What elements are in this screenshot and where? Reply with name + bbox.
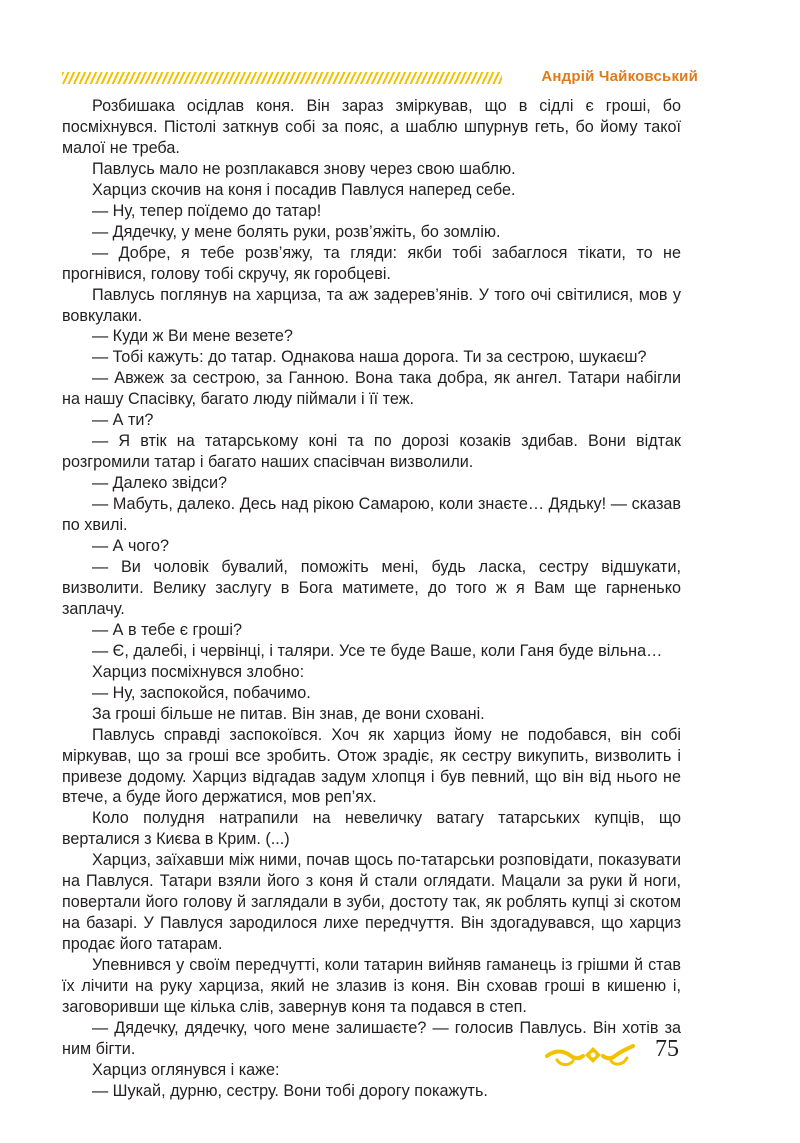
paragraph: Харциз скочив на коня і посадив Павлуся наперед себе.: [92, 180, 516, 199]
paragraph: — Є, далебі, і червінці, і таляри. Усе те буде Ваше, коли Ганя буде вільна…: [92, 641, 663, 660]
author-name: Андрій Чайковський: [541, 68, 698, 85]
story-text: [62, 96, 681, 1102]
paragraph: — А ти?: [92, 411, 154, 430]
paragraph: Павлусь справді заспокоївся. Хоч як харциз йому не подобався, він собі міркував, що за гроші все зробить. Отож зрадіє, як сестру викупить, визволить і привезе додому. Харциз відгадав задум хлопця і був певний, що він від нього не втече, а буде його держатися, мов реп’ях.: [62, 725, 681, 807]
page-number: 75: [655, 1036, 679, 1062]
paragraph: — Дядечку, дядечку, чого мене залишаєте? — голосив Павлусь. Він хотів за ним бігти.: [62, 1018, 681, 1058]
paragraph: — Тобі кажуть: до татар. Однакова наша дорога. Ти за сестрою, шукаєш?: [92, 348, 647, 367]
paragraph: — Дядечку, у мене болять руки, розв’яжіть, бо зомлію.: [92, 222, 501, 241]
paragraph: — Шукай, дурню, сестру. Вони тобі дорогу покажуть.: [92, 1081, 488, 1100]
paragraph: Упевнився у своїм передчутті, коли татарин вийняв гаманець із грішми й став їх лічити на руку харциза, який не злазив із коня. Він сховав гроші в кишеню і, заговоривши ще кілька слів, завернув коня та подався в степ.: [62, 956, 681, 1016]
folk-ornament-icon: [545, 1040, 635, 1070]
paragraph: Харциз, заїхавши між ними, почав щось по-татарськи розповідати, показувати на Павлуся. Татари взяли його з коня й стали оглядати. Мацали за руки й ноги, повертали його голову й заглядали в зуби, достоту так, як роблять купці зі скотом на базарі. У Павлуся зародилося лихе передчуття. Він здогадувався, що харциз продає його татарам.: [62, 851, 681, 954]
paragraph: — А чого?: [92, 537, 169, 556]
paragraph: — Далеко звідси?: [92, 474, 228, 493]
paragraph: — Авжеж за сестрою, за Ганною. Вона така добра, як ангел. Татари набігли на нашу Спасівку, багато люду піймали і її теж.: [62, 369, 681, 409]
paragraph: — Ну, тепер поїдемо до татар!: [92, 201, 322, 220]
paragraph: — Я втік на татарському коні та по дорозі козаків здибав. Вони відтак розгромили татар і багато наших спасівчан визволили.: [62, 432, 681, 472]
paragraph: — Куди ж Ви мене везете?: [92, 327, 293, 346]
paragraph: Павлусь мало не розплакався знову через свою шаблю.: [92, 159, 516, 178]
paragraph: — А в тебе є гроші?: [92, 620, 242, 639]
paragraph: Харциз оглянувся і каже:: [92, 1060, 280, 1079]
paragraph: Харциз посміхнувся злобно:: [92, 662, 305, 681]
paragraph: — Ну, заспокойся, побачимо.: [92, 683, 311, 702]
paragraph: — Добре, я тебе розв’яжу, та гляди: якби тобі забаглося тікати, то не прогнівися, голову тобі скручу, як горобцеві.: [62, 243, 681, 283]
header-decorative-stripe: [62, 72, 502, 84]
paragraph: Павлусь поглянув на харциза, та аж задерев’янів. У того очі світилися, мов у вовкулаки.: [62, 285, 681, 325]
paragraph: — Мабуть, далеко. Десь над рікою Самарою, коли знаєте… Дядьку! — сказав по хвилі.: [62, 495, 681, 535]
paragraph: За гроші більше не питав. Він знав, де вони сховані.: [92, 704, 485, 723]
paragraph: Коло полудня натрапили на невеличку ватагу татарських купців, що верталися з Києва в Крим. (...): [62, 809, 681, 849]
paragraph: — Ви чоловік бувалий, поможіть мені, будь ласка, сестру відшукати, визволити. Велику заслугу в Бога матимете, до того ж я Вам ще гарненько заплачу.: [62, 557, 681, 618]
paragraph: Розбишака осідлав коня. Він зараз зміркував, що в сідлі є гроші, бо посміхнувся. Пістолі заткнув собі за пояс, а шаблю шпурнув геть, бо йому такої малої не треба.: [62, 97, 681, 157]
